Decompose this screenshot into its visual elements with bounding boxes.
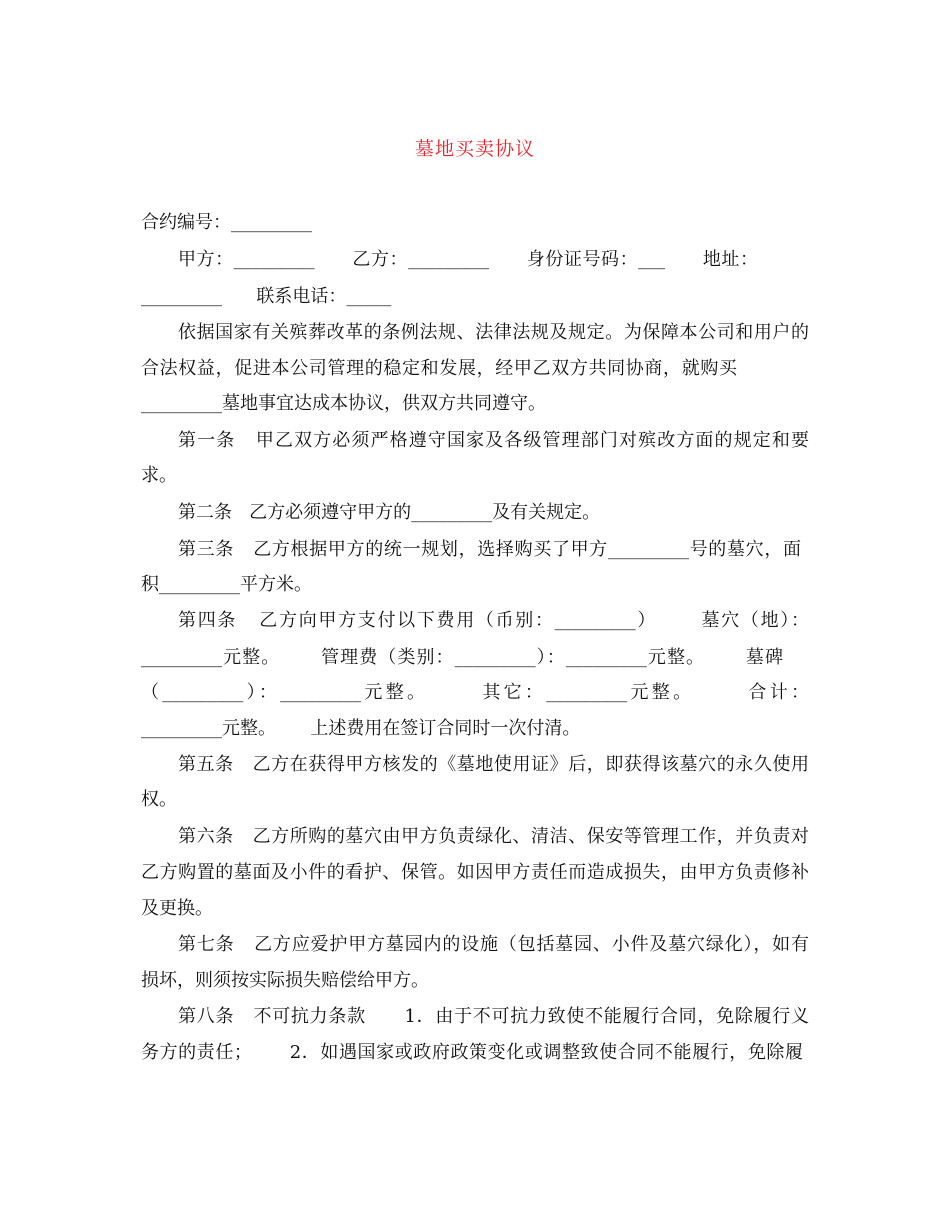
article-4-line-4: _________元整。 上述费用在签订合同时一次付清。 <box>141 718 581 739</box>
article-6-line-2: 乙方购置的墓面及小件的看护、保管。如因甲方责任而造成损失，由甲方负责修补 <box>141 862 809 883</box>
preamble-line-3: _________墓地事宜达成本协议，供双方共同遵守。 <box>141 393 546 414</box>
article-1-line-1: 第一条 甲乙双方必须严格遵守国家及各级管理部门对殡改方面的规定和要 <box>178 430 809 451</box>
article-8-line-2: 务方的责任； 2．如遇国家或政府政策变化或调整致使合同不能履行，免除履 <box>141 1042 803 1063</box>
article-1-line-2: 求。 <box>141 465 177 486</box>
article-6-line-1: 第六条 乙方所购的墓穴由甲方负责绿化、清洁、保安等管理工作，并负责对 <box>178 826 809 847</box>
article-3-line-2: 积_________平方米。 <box>141 574 312 595</box>
article-5-line-1: 第五条 乙方在获得甲方核发的《墓地使用证》后，即获得该墓穴的永久使用 <box>178 754 809 775</box>
article-5-line-2: 权。 <box>141 789 177 810</box>
preamble-line-2: 合法权益，促进本公司管理的稳定和发展，经甲乙双方共同协商，就购买 <box>141 358 737 379</box>
preamble-line-1: 依据国家有关殡葬改革的条例法规、法律法规及规定。为保障本公司和用户的 <box>178 322 809 343</box>
article-4-line-3: （_________）：_________元整。 其它：_________元整。 合计： <box>141 682 809 703</box>
article-7-line-1: 第七条 乙方应爱护甲方墓园内的设施（包括墓园、小件及墓穴绿化），如有 <box>178 934 809 955</box>
article-6-line-3: 及更换。 <box>141 898 213 919</box>
contact-line: _________ 联系电话：_____ <box>141 286 392 307</box>
article-2-line: 第二条 乙方必须遵守甲方的_________及有关规定。 <box>178 502 601 523</box>
article-4-line-2: _________元整。 管理费（类别：_________）：_________元整。 墓碑 <box>141 647 783 668</box>
article-7-line-2: 损坏，则须按实际损失赔偿给甲方。 <box>141 970 429 991</box>
contract-number-line: 合约编号：_________ <box>141 212 312 233</box>
party-info-line: 甲方：_________ 乙方：_________ 身份证号码：___ 地址： <box>178 249 758 270</box>
document-title: 墓地买卖协议 <box>414 138 535 160</box>
article-3-line-1: 第三条 乙方根据甲方的统一规划，选择购买了甲方_________号的墓穴，面 <box>178 539 801 560</box>
article-8-line-1: 第八条 不可抗力条款 1．由于不可抗力致使不能履行合同，免除履行义 <box>178 1006 809 1027</box>
article-4-line-1: 第四条 乙方向甲方支付以下费用（币别：_________） 墓穴（地）： <box>178 610 809 631</box>
